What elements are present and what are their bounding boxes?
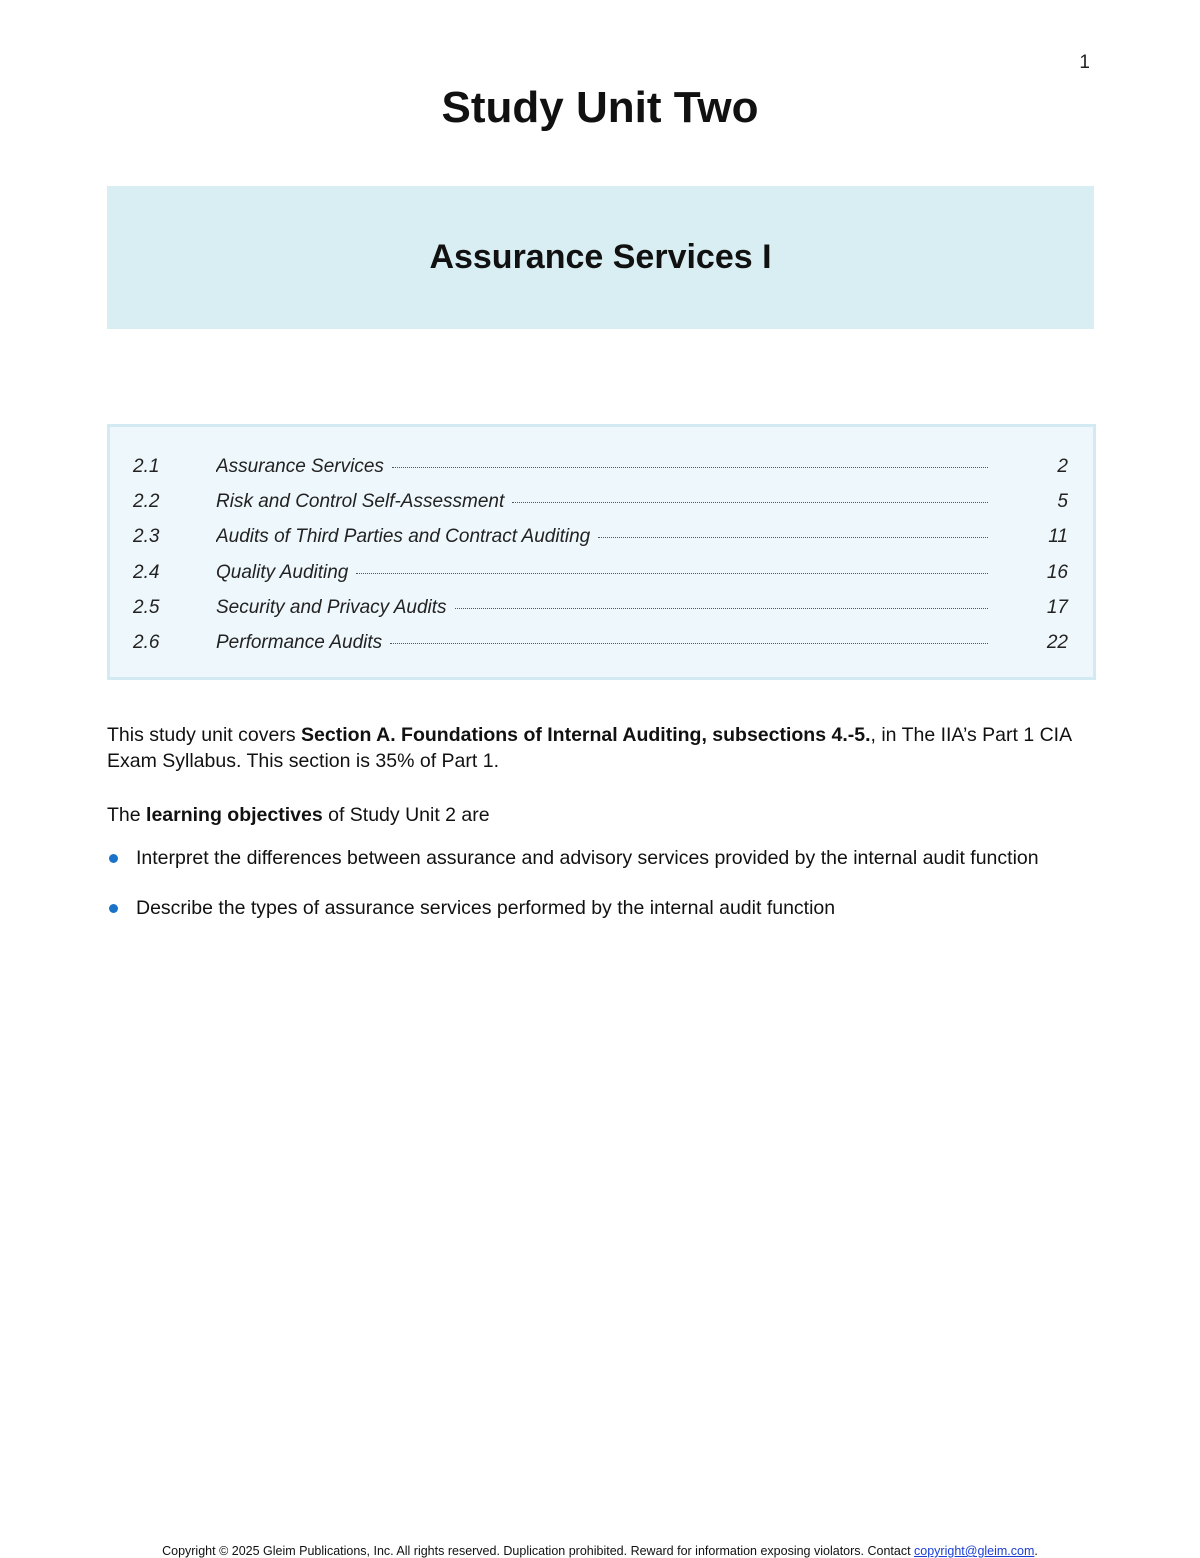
toc-label-wrap [216,558,988,588]
toc-row[interactable] [110,522,1093,552]
toc-label: Audits of Third Parties and Contract Auditing [216,526,591,547]
objectives-bold: learning objectives [146,804,323,826]
toc-label-wrap [216,593,988,623]
table-of-contents [107,424,1096,680]
toc-label: Performance Audits [216,632,383,653]
toc-page: 17 [1046,597,1068,618]
toc-number: 2.5 [133,597,160,618]
objectives-prefix: The [107,804,147,826]
toc-number: 2.1 [133,456,160,477]
page-number: 1 [1079,52,1090,73]
objectives-intro [107,802,1097,828]
intro-section-reference: Section A. Foundations of Internal Auditing, subsections 4.-5. [301,724,871,746]
title-banner [107,186,1094,329]
toc-leader [392,466,988,468]
unit-title: Study Unit Two [441,83,759,132]
toc-label-wrap [216,522,988,552]
footer-copyright [0,1544,1200,1558]
toc-page: 5 [1057,491,1068,512]
toc-leader [356,572,988,574]
list-item [107,895,1097,921]
footer-end: . [1034,1544,1038,1558]
intro-suffix: , in The IIA’s Part 1 CIA Exam Syllabus. This section is 35% of Part 1. [107,724,1072,772]
toc-label: Assurance Services [216,456,384,477]
toc-label-wrap [216,452,988,482]
toc-row[interactable] [110,452,1093,482]
toc-page: 2 [1057,456,1068,477]
toc-row[interactable] [110,558,1093,588]
toc-label: Security and Privacy Audits [216,597,447,618]
toc-number: 2.4 [133,562,160,583]
toc-row[interactable] [110,593,1093,623]
toc-label: Quality Auditing [216,562,349,583]
toc-leader [455,607,988,609]
toc-number: 2.3 [133,526,160,547]
toc-page: 11 [1048,526,1068,547]
banner-title: Assurance Services I [429,238,772,276]
intro-prefix: This study unit covers [107,724,301,746]
objectives-suffix: of Study Unit 2 are [322,804,490,826]
toc-leader [390,642,988,644]
bullet-icon [109,854,118,863]
toc-label-wrap [216,487,988,517]
toc-row[interactable] [110,487,1093,517]
objectives-list [107,845,1097,921]
footer-text: Copyright © 2025 Gleim Publications, Inc. All rights reserved. Duplication prohibited. Reward for information exposing violators. Contact [162,1544,915,1558]
toc-label: Risk and Control Self-Assessment [216,491,505,512]
bullet-icon [109,904,118,913]
toc-number: 2.2 [133,491,160,512]
intro-paragraph [107,722,1097,774]
list-item [107,845,1097,871]
toc-leader [512,501,988,503]
objective-text: Interpret the differences between assurance and advisory services provided by the internal audit function [136,847,1039,869]
toc-row[interactable] [110,628,1093,658]
toc-page: 22 [1046,632,1068,653]
toc-leader [598,536,988,538]
objective-text: Describe the types of assurance services performed by the internal audit function [136,897,836,919]
toc-label-wrap [216,628,988,658]
copyright-email-link[interactable]: copyright@gleim.com [914,1544,1035,1558]
toc-number: 2.6 [133,632,160,653]
toc-page: 16 [1046,562,1068,583]
